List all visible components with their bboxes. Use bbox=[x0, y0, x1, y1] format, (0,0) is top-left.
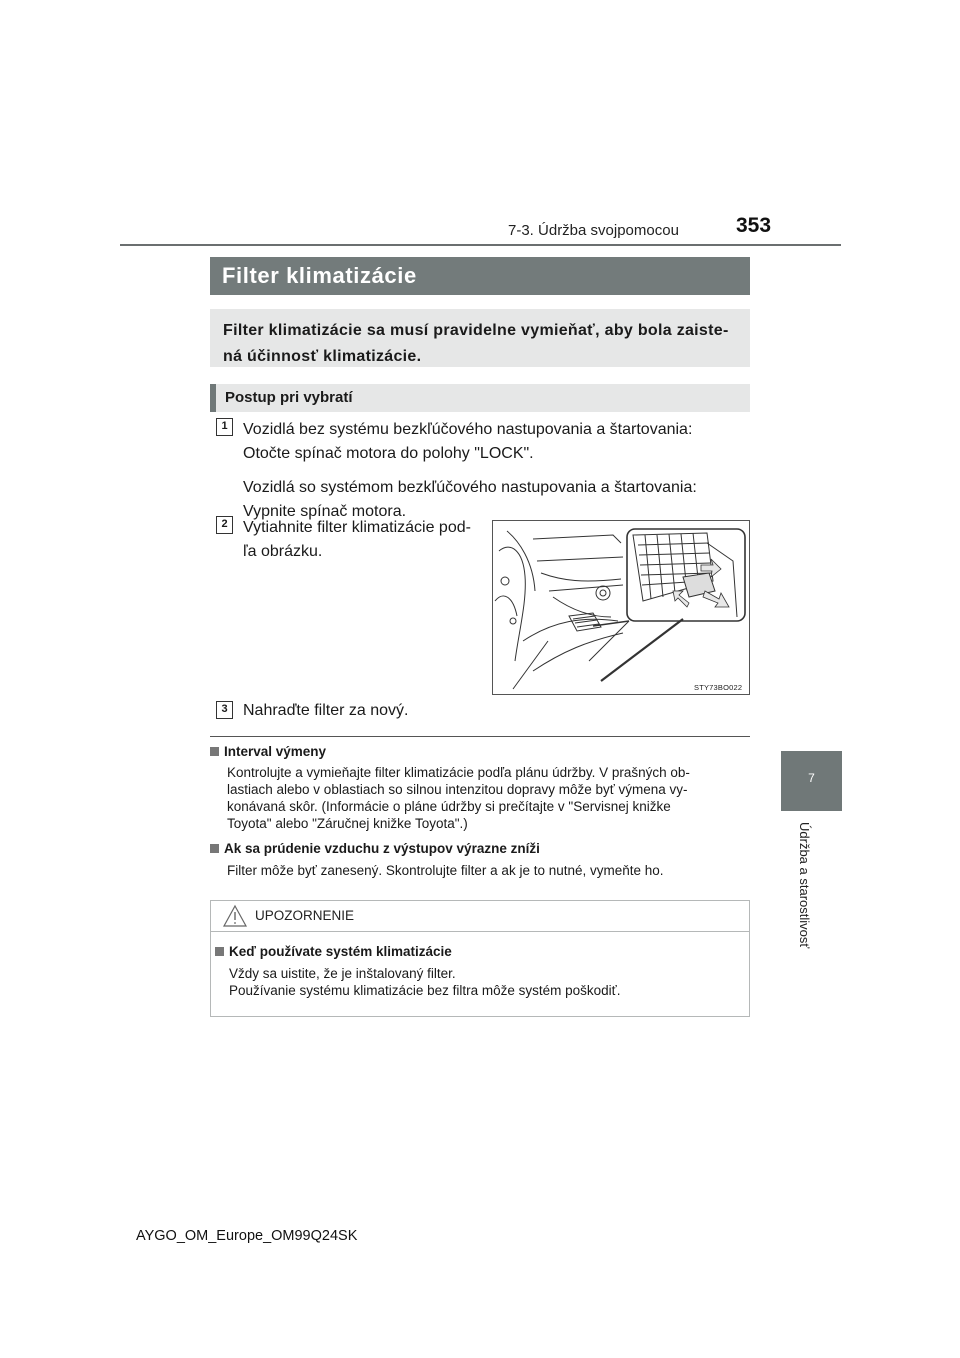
note-heading: Interval výmeny bbox=[210, 744, 326, 759]
intro-box bbox=[210, 309, 750, 367]
header-divider bbox=[120, 244, 841, 246]
warning-heading: Keď používate systém klimatizácie bbox=[215, 944, 452, 959]
note-body: Filter môže byť zanesený. Skontrolujte filter a ak je to nutné, vymeňte ho. bbox=[227, 863, 664, 878]
warning-header bbox=[211, 901, 749, 932]
intro-line: Filter klimatizácie sa musí pravidelne vymieňať, aby bola zaiste- bbox=[223, 322, 729, 339]
bullet-square-icon bbox=[210, 844, 219, 853]
step-line: Otočte spínač motora do polohy "LOCK". bbox=[243, 445, 534, 462]
step-line: Vytiahnite filter klimatizácie pod- bbox=[243, 519, 471, 536]
warning-text: Vždy sa uistite, že je inštalovaný filter. Používanie systému klimatizácie bez filtra môže systém poškodiť. bbox=[229, 966, 621, 998]
chapter-tab: 7 bbox=[781, 751, 842, 811]
step-number: 1 bbox=[216, 418, 233, 436]
step-2-text bbox=[243, 516, 471, 564]
section-header: 7-3. Údržba svojpomocou bbox=[508, 222, 679, 239]
step-number: 2 bbox=[216, 516, 233, 534]
dashboard-illustration bbox=[492, 520, 750, 695]
page-number: 353 bbox=[736, 214, 772, 237]
note-body: Kontrolujte a vymieňajte filter klimatizácie podľa plánu údržby. V prašných ob- lastiach alebo v oblastiach so silnou intenzitou dopravy môže byť výmena vy- konávaná skôr. (Informácie o pláne údržby si prečítajte v "Servisnej knižke Toyota" alebo "Záručnej knižke Toyota".) bbox=[227, 765, 690, 831]
intro-line: ná účinnosť klimatizácie. bbox=[223, 348, 422, 365]
step-number: 3 bbox=[216, 701, 233, 719]
step-line: ľa obrázku. bbox=[243, 543, 323, 560]
chapter-label: Údržba a starostlivosť bbox=[797, 822, 812, 949]
warning-title: UPOZORNENIE bbox=[255, 908, 355, 923]
page-title: Filter klimatizácie bbox=[210, 257, 750, 295]
document-code: AYGO_OM_Europe_OM99Q24SK bbox=[136, 1228, 358, 1244]
note-heading: Ak sa prúdenie vzduchu z výstupov výrazne zníži bbox=[210, 841, 540, 856]
step-line: Nahraďte filter za nový. bbox=[243, 702, 409, 719]
bullet-square-icon bbox=[215, 947, 224, 956]
step-line: Vypnite spínač motora. bbox=[243, 503, 407, 520]
step-line: Vozidlá so systémom bezkľúčového nastupovania a štartovania: bbox=[243, 479, 697, 496]
step-line: Vozidlá bez systému bezkľúčového nastupovania a štartovania: bbox=[243, 421, 693, 438]
warning-box bbox=[210, 900, 750, 1017]
step-1-text bbox=[243, 418, 697, 524]
section-divider bbox=[210, 736, 750, 737]
glovebox-filter-drawing bbox=[493, 521, 749, 694]
step-3-text bbox=[243, 699, 408, 723]
figure-code: STY73BO022 bbox=[694, 683, 743, 692]
warning-triangle-icon bbox=[222, 904, 248, 928]
procedure-heading: Postup pri vybratí bbox=[210, 384, 750, 412]
bullet-square-icon bbox=[210, 747, 219, 756]
